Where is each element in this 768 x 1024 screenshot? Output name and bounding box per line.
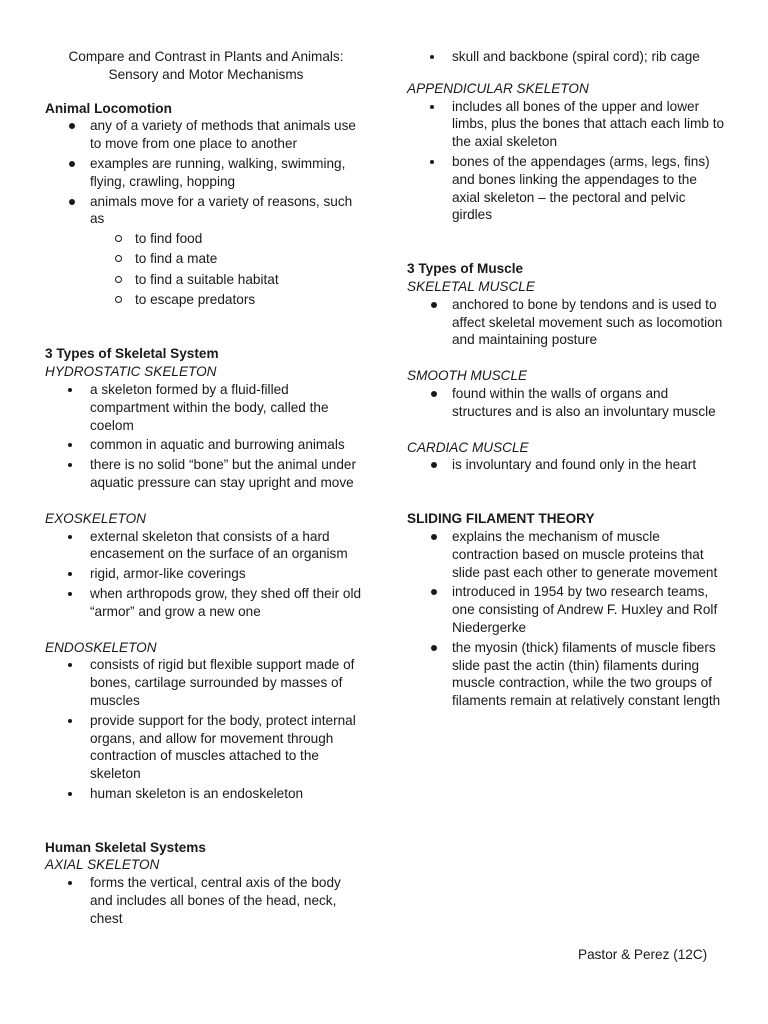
section-human-skeletal <box>45 839 367 928</box>
smooth-muscle-title: SMOOTH MUSCLE <box>407 368 528 384</box>
list-item: common in aquatic and burrowing animals <box>45 436 367 454</box>
document-title <box>45 48 367 84</box>
list-item: provide support for the body, protect internal organs, and allow for movement through contraction of muscles attached to the skeleton <box>45 712 367 783</box>
list-item: includes all bones of the upper and lower limbs, plus the bones that attach each limb to the axial skeleton <box>407 98 727 151</box>
endoskeleton-list <box>45 656 367 802</box>
section-animal-locomotion <box>45 100 367 309</box>
endoskeleton-title: ENDOSKELETON <box>45 639 157 655</box>
axial-list <box>45 874 367 927</box>
muscle-heading: 3 Types of Muscle <box>407 261 524 277</box>
skeletal-muscle-list <box>407 296 727 349</box>
reasons-list <box>90 230 367 309</box>
list-item: bones of the appendages (arms, legs, fins) and bones linking the appendages to the axial skeleton – the pectoral and pelvic girdles <box>407 153 727 224</box>
section-skeletal-system <box>45 345 367 802</box>
list-item-text: animals move for a variety of reasons, such as <box>90 193 353 227</box>
axial-list-continued <box>407 48 727 66</box>
axial-title: AXIAL SKELETON <box>45 857 160 873</box>
left-column <box>45 48 367 930</box>
smooth-muscle-list <box>407 385 727 421</box>
sliding-list <box>407 528 727 710</box>
locomotion-list <box>45 117 367 308</box>
cardiac-muscle-list <box>407 456 727 474</box>
list-item: examples are running, walking, swimming, flying, crawling, hopping <box>45 155 367 191</box>
list-item: to find food <box>90 230 367 248</box>
hydrostatic-list <box>45 381 367 492</box>
list-item: consists of rigid but flexible support made of bones, cartilage surrounded by masses of muscles <box>45 656 367 709</box>
list-item: human skeleton is an endoskeleton <box>45 785 367 803</box>
title-line-1: Compare and Contrast in Plants and Animals: <box>68 49 344 64</box>
list-item: to find a mate <box>90 250 367 268</box>
list-item: when arthropods grow, they shed off their old “armor” and grow a new one <box>45 585 367 621</box>
appendicular-title: APPENDICULAR SKELETON <box>407 80 589 96</box>
list-item: skull and backbone (spiral cord); rib cage <box>407 48 727 66</box>
list-item: forms the vertical, central axis of the body and includes all bones of the head, neck, chest <box>45 874 367 927</box>
list-item: rigid, armor-like coverings <box>45 565 367 583</box>
section-muscle <box>407 260 727 474</box>
list-item: is involuntary and found only in the heart <box>407 456 727 474</box>
exoskeleton-list <box>45 528 367 621</box>
list-item: any of a variety of methods that animals use to move from one place to another <box>45 117 367 153</box>
title-line-2: Sensory and Motor Mechanisms <box>108 66 304 82</box>
human-skeletal-heading: Human Skeletal Systems <box>45 839 206 855</box>
footer-authors: Pastor & Perez (12C) <box>578 947 708 962</box>
list-item: external skeleton that consists of a hard encasement on the surface of an organism <box>45 528 367 564</box>
skeletal-muscle-title: SKELETAL MUSCLE <box>407 278 535 294</box>
list-item: anchored to bone by tendons and is used to affect skeletal movement such as locomotion and maintaining posture <box>407 296 727 349</box>
section-sliding-filament <box>407 510 727 710</box>
list-item: introduced in 1954 by two research teams, one consisting of Andrew F. Huxley and Rolf Niedergerke <box>407 583 727 636</box>
list-item: the myosin (thick) filaments of muscle fibers slide past the actin (thin) filaments during muscle contraction, while the two groups of filaments remain at relatively constant length <box>407 639 727 710</box>
cardiac-muscle-title: CARDIAC MUSCLE <box>407 439 529 455</box>
list-item: to escape predators <box>90 291 367 309</box>
locomotion-heading: Animal Locomotion <box>45 100 172 116</box>
list-item: there is no solid “bone” but the animal under aquatic pressure can stay upright and move <box>45 456 367 492</box>
appendicular-list <box>407 98 727 225</box>
exoskeleton-title: EXOSKELETON <box>45 510 146 526</box>
hydrostatic-title: HYDROSTATIC SKELETON <box>45 364 217 380</box>
list-item: explains the mechanism of muscle contraction based on muscle proteins that slide past each other to generate movement <box>407 528 727 581</box>
list-item: a skeleton formed by a fluid-filled compartment within the body, called the coelom <box>45 381 367 434</box>
list-item <box>45 193 367 309</box>
list-item: found within the walls of organs and structures and is also an involuntary muscle <box>407 385 727 421</box>
skeletal-system-heading: 3 Types of Skeletal System <box>45 346 219 362</box>
right-column <box>407 48 727 712</box>
list-item: to find a suitable habitat <box>90 271 367 289</box>
sliding-heading: SLIDING FILAMENT THEORY <box>407 511 595 527</box>
